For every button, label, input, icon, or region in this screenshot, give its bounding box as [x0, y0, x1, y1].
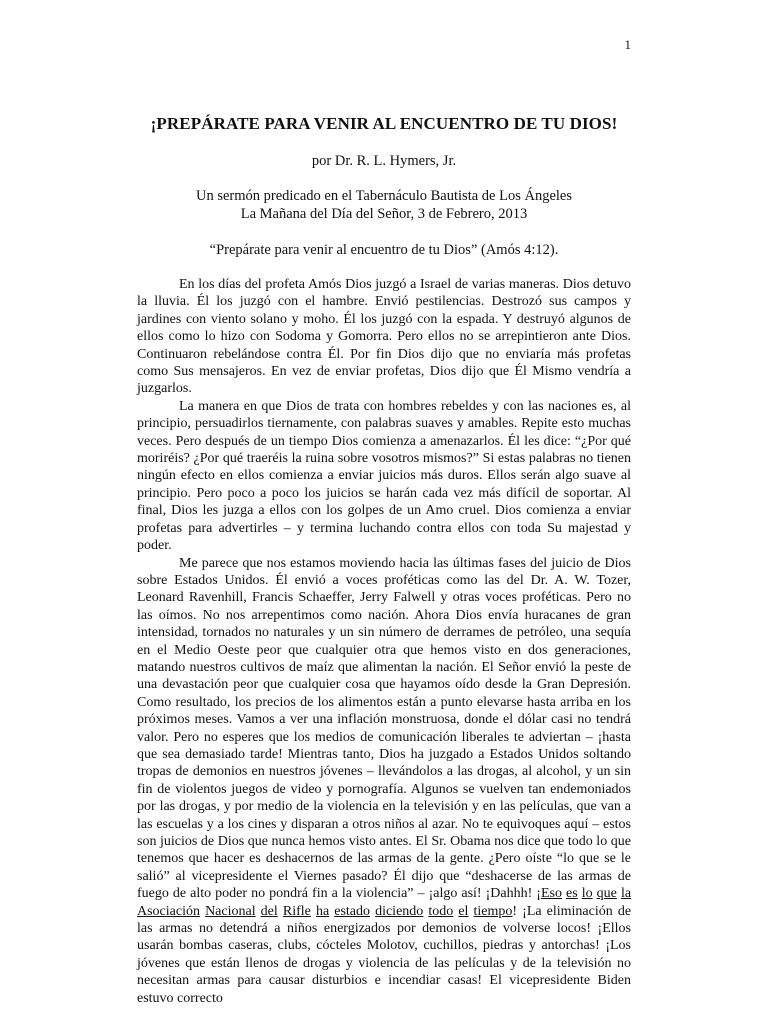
underlined-word: Asociación	[137, 903, 200, 919]
underlined-word: que	[596, 886, 617, 902]
paragraph-3-tail: ! ¡La eliminación de las armas no detendrá a niños energizados por demonios de volverse locos! ¡Ellos usarán bombas caseras, clubs, cócteles Molotov, cuchillos, piedras y antorchas! ¡Los jóvenes que están llenos de drogas y violencia de las películas y de la televisión no necesitan armas para causar disturbios e incendiar casas! El vicepresidente Biden estuvo correcto	[137, 903, 632, 1006]
paragraph-3-text: Me parece que nos estamos moviendo hacia las últimas fases del juicio de Dios sobre Estados Unidos. Él envió a voces proféticas como las del Dr. A. W. Tozer, Leonard Ravenhill, Francis Schaeffer, Jerry Falwell y otras voces proféticas. Pero no las oímos. No nos arrepentimos como nación. Ahora Dios envía huracanes de gran intensidad, tornados no naturales y un sin número de derrames de petróleo, una sequía en el Medio Oeste peor que cualquier otra que hemos visto en dos generaciones, matando nuestros cultivos de maíz que alimentan la nación. El Señor envió la peste de una devastación peor que cualquier cosa que hayamos oído desde la Gran Depresión. Como resultado, los precios de los alimentos están a punto elevarse hasta arriba en los próximos meses. Vamos a ver una inflación monstruosa, donde el dólar casi no tendrá valor. Pero no esperes que los medios de comunicación liberales te adviertan – ¡hasta que sea demasiado tarde! Mientras tanto, Dios ha juzgado a Estados Unidos soltando tropas de demonios en nuestros jóvenes – llevándolos a las drogas, al alcohol, y un sin fin de violentos juegos de video y pornografía. Algunos se vuelven tan endemoniados por las drogas, y por medio de la violencia en la televisión y en las películas, que van a las escuelas y a los cines y disparan a otros niños al azar. No te equivoques aquí – estos son juicios de Dios que nunca hemos visto antes. El Sr. Obama nos dice que todo lo que tenemos que hacer es deshacernos de las armas de la gente. ¿Pero oíste “lo que se le salió” al vicepresidente el Viernes pasado? Él dijo que “deshacerse de las armas de fuego de alto poder no pondrá fin a la violencia” – ¡algo así! ¡Dahhh! ¡	[137, 555, 631, 902]
author-byline: por Dr. R. L. Hymers, Jr.	[311, 153, 457, 169]
underlined-word: diciendo	[375, 903, 424, 919]
sermon-date: La Mañana del Día del Señor, 3 de Febrero, 2013	[240, 206, 528, 222]
underlined-word: ha	[315, 903, 330, 919]
paragraph-3	[137, 555, 631, 1008]
sermon-title: ¡PREPÁRATE PARA VENIR AL ENCUENTRO DE TU DIOS!	[150, 114, 618, 133]
scripture-text: “Prepárate para venir al encuentro de tu Dios” (Amós 4:12).	[209, 242, 559, 258]
paragraph-1: En los días del profeta Amós Dios juzgó a Israel de varias maneras. Dios detuvo la lluvia. Él los juzgó con el hambre. Envió pestilencias. Destrozó sus campos y jardines con viento solano y moho. Él los juzgó con la espada. Y destruyó algunos de ellos como lo hizo con Sodoma y Gomorra. Pero ellos no se arrepintieron ante Dios. Continuaron rebelándose contra Él. Por fin Dios dijo que no enviaría más profetas como Sus mensajeros. En vez de enviar profetas, Dios dijo que Él Mismo vendría a juzgarlos.	[137, 277, 631, 397]
paragraph-2: La manera en que Dios de trata con hombres rebeldes y con las naciones es, al principio, persuadirlos tiernamente, con palabras suaves y amables. Repite esto muchas veces. Pero después de un tiempo Dios comienza a amenazarlos. Él les dice: “¿Por qué moriréis? ¿Por qué traeréis la ruina sobre vosotros mismos?” Si estas palabras no tienen ningún efecto en ellos comienza a enviar juicios más duros. Ellos serán algo suave al principio. Pero poco a poco los juicios se harán cada vez más difícil de soportar. Al final, Dios les juzga a ellos con los golpes de un Amo cruel. Dios comienza a enviar profetas para advertirles – y termina luchando contra ellos con toda Su majestad y poder.	[137, 398, 631, 554]
page-number: 1	[624, 37, 631, 52]
underlined-word: todo	[428, 903, 454, 919]
sermon-body	[137, 276, 631, 1007]
underlined-word: tiempo	[473, 903, 513, 919]
underlined-word: Nacional	[205, 903, 256, 919]
underlined-word: Rifle	[282, 903, 311, 919]
underlined-word: el	[458, 903, 469, 919]
sermon-location: Un sermón predicado en el Tabernáculo Bautista de Los Ángeles	[195, 188, 572, 204]
underlined-word: del	[260, 903, 278, 919]
underlined-word: lo	[581, 886, 593, 902]
underlined-word: Eso	[540, 886, 562, 902]
underlined-word: es	[566, 886, 578, 902]
underlined-word: la	[620, 886, 632, 902]
underlined-word: estado	[334, 903, 370, 919]
